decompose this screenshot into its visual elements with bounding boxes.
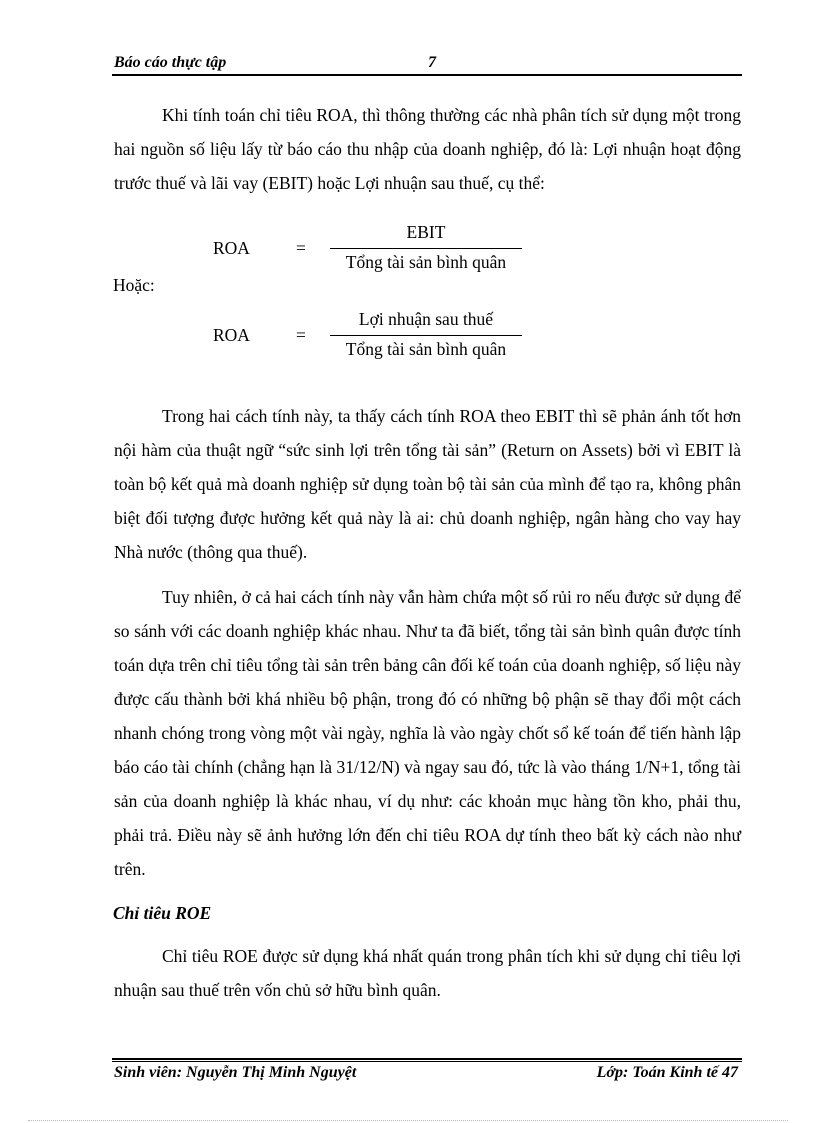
paragraph-roe: Chỉ tiêu ROE được sử dụng khá nhất quán trong phân tích khi sử dụng chỉ tiêu lợi nhuận sau thuế trên vốn chủ sở hữu bình quân. bbox=[114, 946, 741, 1000]
paragraph-roa-risks: Tuy nhiên, ở cả hai cách tính này vẫn hàm chứa một số rủi ro nếu được sử dụng để so sánh với các doanh nghiệp khác nhau. Như ta đã biết, tổng tài sản bình quân được tính toán dựa trên chỉ tiêu tổng tài sản trên bảng cân đối kế toán của doanh nghiệp, số liệu này được cấu thành bởi khá nhiều bộ phận, trong đó có những bộ phận sẽ thay đổi một cách nhanh chóng trong vòng một vài ngày, nghĩa là vào ngày chốt sổ kế toán để tiến hành lập báo cáo tài chính (chẳng hạn là 31/12/N) và ngay sau đó, tức là vào tháng 1/N+1, tổng tài sản của doanh nghiệp là khác nhau, ví dụ như: các khoản mục hàng tồn kho, phải thu, phải trả. Điều này sẽ ảnh hưởng lớn đến chỉ tiêu ROA dự tính theo bất kỳ cách nào như trên. bbox=[114, 587, 741, 879]
page-number: 7 bbox=[428, 54, 436, 71]
formula-equals: = bbox=[296, 325, 306, 345]
paragraph-roa-intro: Khi tính toán chỉ tiêu ROA, thì thông thường các nhà phân tích sử dụng một trong hai nguồn số liệu lấy từ báo cáo thu nhập của doanh nghiệp, đó là: Lợi nhuận hoạt động trước thuế và lãi vay (EBIT) hoặc Lợi nhuận sau thuế, cụ thể: bbox=[114, 105, 741, 193]
formula-equals: = bbox=[296, 238, 306, 258]
formula-denominator: Tổng tài sản bình quân bbox=[345, 339, 507, 359]
formula-numerator: Lợi nhuận sau thuế bbox=[358, 309, 494, 329]
student-name: Sinh viên: Nguyễn Thị Minh Nguyệt bbox=[114, 1064, 357, 1081]
formula-connector: Hoặc: bbox=[113, 275, 155, 295]
fraction-bar bbox=[330, 335, 522, 336]
formula-roa-ebit bbox=[0, 218, 816, 282]
formula-lhs: ROA bbox=[213, 325, 250, 345]
footer-rule bbox=[112, 1058, 742, 1060]
section-heading-roe: Chỉ tiêu ROE bbox=[113, 903, 212, 923]
class-name: Lớp: Toán Kinh tế 47 bbox=[596, 1064, 738, 1081]
footer-rule-thin bbox=[112, 1061, 742, 1062]
formula-roa-net-income bbox=[0, 305, 816, 369]
page-edge bbox=[28, 1120, 788, 1121]
formula-denominator: Tổng tài sản bình quân bbox=[345, 252, 507, 272]
header-rule bbox=[112, 74, 742, 76]
formula-lhs: ROA bbox=[213, 238, 250, 258]
report-title: Báo cáo thực tập bbox=[114, 54, 227, 71]
paragraph-ebit-comparison: Trong hai cách tính này, ta thấy cách tính ROA theo EBIT thì sẽ phản ánh tốt hơn nội hàm của thuật ngữ “sức sinh lợi trên tổng tài sản” (Return on Assets) bởi vì EBIT là toàn bộ kết quả mà doanh nghiệp sử dụng toàn bộ tài sản của mình để tạo ra, không phân biệt đối tượng được hưởng kết quả này là ai: chủ doanh nghiệp, ngân hàng cho vay hay Nhà nước (thông qua thuế). bbox=[114, 406, 741, 562]
fraction-bar bbox=[330, 248, 522, 249]
formula-numerator: EBIT bbox=[406, 222, 446, 242]
page-header bbox=[112, 52, 742, 76]
